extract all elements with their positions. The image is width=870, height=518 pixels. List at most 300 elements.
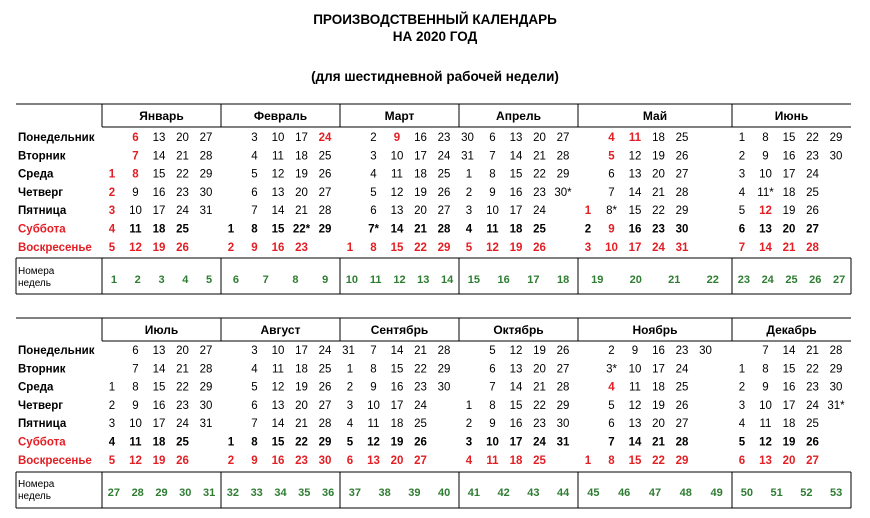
calendar-day: 26 xyxy=(556,345,570,357)
calendar-day: 4 xyxy=(251,363,258,376)
calendar-day: 5 xyxy=(108,454,116,467)
calendar-day: 19 xyxy=(509,241,523,254)
month-name: Апрель xyxy=(496,109,541,123)
calendar-day: 13 xyxy=(628,168,642,181)
calendar-day: 30 xyxy=(829,381,843,394)
calendar-day: 30 xyxy=(318,454,332,467)
calendar-day: 1 xyxy=(227,223,235,236)
calendar-day: 11 xyxy=(272,150,284,163)
calendar-day: 24 xyxy=(675,363,689,376)
week-label: Номера xyxy=(18,266,55,277)
calendar-day: 2 xyxy=(370,132,377,144)
calendar-day: 7 xyxy=(489,150,496,163)
calendar-day: 13 xyxy=(390,205,404,218)
calendar-day: 12 xyxy=(486,241,499,254)
calendar-day: 24 xyxy=(176,418,189,431)
calendar-day: 25 xyxy=(437,168,451,181)
calendar-day: 27 xyxy=(675,418,689,431)
page-subtitle: (для шестидневной рабочей недели) xyxy=(311,69,559,84)
calendar-day: 31 xyxy=(556,436,570,449)
calendar-day: 6 xyxy=(346,454,354,467)
calendar-day: 10 xyxy=(605,241,618,254)
calendar-day: 14 xyxy=(509,150,523,163)
calendar-day: 12 xyxy=(628,150,642,163)
calendar-day: 11 xyxy=(486,454,499,467)
calendar-day: 27 xyxy=(318,186,332,199)
month-name: Март xyxy=(384,109,415,123)
calendar-day: 2 xyxy=(227,454,235,467)
calendar-day: 18 xyxy=(414,168,427,181)
calendar-day: 9 xyxy=(631,345,639,357)
calendar-day: 30 xyxy=(199,186,213,199)
calendar-day: 28 xyxy=(437,345,451,357)
calendar-day: 3 xyxy=(738,399,746,412)
calendar-day: 23 xyxy=(176,399,189,412)
calendar-day: 8 xyxy=(489,399,496,412)
calendar-day: 3 xyxy=(370,150,377,163)
calendar-day: 15 xyxy=(152,381,166,394)
calendar-day: 19 xyxy=(652,150,665,163)
calendar-day: 22 xyxy=(652,454,665,467)
week-number: 10 xyxy=(345,274,359,286)
calendar-day: 8 xyxy=(489,168,496,181)
calendar-day: 30 xyxy=(461,132,474,144)
week-number: 7 xyxy=(262,274,269,286)
calendar-day: 19 xyxy=(533,345,546,357)
calendar-day: 5 xyxy=(370,186,377,199)
calendar-day: 16 xyxy=(271,454,285,467)
calendar-day: 15 xyxy=(509,399,523,412)
week-label: недель xyxy=(18,278,51,289)
calendar-day: 11 xyxy=(759,418,772,431)
week-number: 40 xyxy=(438,487,451,499)
calendar-day: 14 xyxy=(628,436,642,449)
month-name: Август xyxy=(260,323,301,337)
week-number: 24 xyxy=(761,274,774,286)
calendar-day: 13 xyxy=(759,223,772,236)
week-number: 19 xyxy=(591,274,604,286)
calendar-day: 14 xyxy=(271,418,285,431)
calendar-day: 26 xyxy=(675,150,689,163)
calendar-day: 18 xyxy=(652,381,665,394)
calendar-day: 23 xyxy=(806,150,819,163)
month-name: Июнь xyxy=(774,109,809,123)
calendar-day: 3 xyxy=(465,205,473,218)
calendar-day: 16 xyxy=(782,150,796,163)
calendar-day: 1 xyxy=(465,168,473,181)
calendar-day: 10 xyxy=(390,150,404,163)
calendar-day: 19 xyxy=(652,399,665,412)
calendar-day: 17 xyxy=(152,205,166,218)
calendar-day: 19 xyxy=(414,186,427,199)
calendar-day: 12 xyxy=(271,168,285,181)
calendar-day: 28 xyxy=(675,436,689,449)
calendar-day: 16 xyxy=(414,132,427,144)
week-number: 50 xyxy=(740,487,753,499)
calendar-day: 1 xyxy=(346,363,354,376)
calendar-day: 17 xyxy=(652,363,665,376)
calendar-day: 9 xyxy=(132,399,139,412)
calendar-day: 23 xyxy=(533,186,546,199)
calendar-day: 23 xyxy=(176,186,189,199)
calendar-day: 22 xyxy=(533,399,546,412)
calendar-day: 25 xyxy=(806,418,819,431)
week-label: недель xyxy=(18,491,51,502)
calendar-day: 11 xyxy=(129,436,142,449)
calendar-day: 4 xyxy=(346,418,354,431)
day-name-label: Среда xyxy=(18,168,54,181)
calendar-day: 22 xyxy=(414,241,427,254)
calendar-day: 31 xyxy=(199,205,213,218)
week-number: 15 xyxy=(467,274,480,286)
calendar-day: 10 xyxy=(129,205,142,218)
calendar-day: 11 xyxy=(629,381,641,394)
calendar-day: 1 xyxy=(738,132,746,144)
calendar-day: 23 xyxy=(295,454,308,467)
calendar-day: 20 xyxy=(295,399,308,412)
calendar-day: 17 xyxy=(509,205,523,218)
calendar-day: 4 xyxy=(370,168,377,181)
calendar-day: 18 xyxy=(509,223,523,236)
calendar-day: 8 xyxy=(251,223,258,236)
calendar-day: 8* xyxy=(606,205,617,218)
calendar-day: 25 xyxy=(318,150,332,163)
calendar-day: 4 xyxy=(608,132,615,144)
calendar-day: 15 xyxy=(628,454,642,467)
calendar-day: 3 xyxy=(738,168,746,181)
calendar-day: 8 xyxy=(251,436,258,449)
calendar-day: 19 xyxy=(152,241,166,254)
calendar-day: 20 xyxy=(652,168,665,181)
calendar-day: 22 xyxy=(295,436,308,449)
calendar-day: 5 xyxy=(108,241,116,254)
calendar-day: 24 xyxy=(806,168,819,181)
week-number: 21 xyxy=(668,274,681,286)
calendar-day: 15 xyxy=(390,241,404,254)
calendar-day: 29 xyxy=(556,399,570,412)
calendar-day: 29 xyxy=(829,132,843,144)
calendar-day: 3 xyxy=(108,418,116,431)
calendar-day: 6 xyxy=(608,168,615,181)
calendar-day: 29 xyxy=(675,205,689,218)
calendar-day: 15 xyxy=(152,168,166,181)
week-number: 26 xyxy=(809,274,822,286)
week-number: 16 xyxy=(497,274,510,286)
week-number: 9 xyxy=(322,274,329,286)
calendar-day: 17 xyxy=(295,132,308,144)
calendar-day: 13 xyxy=(509,363,523,376)
calendar-day: 28 xyxy=(806,241,819,254)
calendar-day: 16 xyxy=(152,399,166,412)
week-number: 53 xyxy=(830,487,843,499)
calendar-day: 16 xyxy=(390,381,404,394)
calendar-day: 15 xyxy=(271,436,285,449)
calendar-day: 12 xyxy=(390,186,404,199)
day-name-label: Пятница xyxy=(18,205,67,218)
calendar-day: 8 xyxy=(608,454,615,467)
week-number: 25 xyxy=(785,274,798,286)
calendar-day: 3 xyxy=(108,205,116,218)
calendar-day: 26 xyxy=(437,186,451,199)
calendar-day: 21 xyxy=(533,150,546,163)
calendar-day: 20 xyxy=(176,132,189,144)
calendar-day: 28 xyxy=(556,150,570,163)
calendar-day: 16 xyxy=(152,186,166,199)
week-number: 11 xyxy=(369,274,382,286)
month-name: Сентябрь xyxy=(370,323,429,337)
calendar-day: 8 xyxy=(762,132,769,144)
week-number: 30 xyxy=(179,487,192,499)
calendar-day: 27 xyxy=(437,205,451,218)
calendar-day: 21 xyxy=(414,345,427,357)
calendar-day: 22 xyxy=(806,132,819,144)
calendar-day: 24 xyxy=(176,205,189,218)
calendar-day: 19 xyxy=(295,381,308,394)
calendar-day: 17 xyxy=(414,150,427,163)
calendar-day: 30 xyxy=(437,381,451,394)
week-number: 13 xyxy=(417,274,430,286)
calendar-day: 25 xyxy=(176,436,189,449)
calendar-day: 26 xyxy=(318,168,332,181)
calendar-day: 7 xyxy=(489,381,496,394)
calendar-day: 9 xyxy=(393,132,401,144)
calendar-day: 25 xyxy=(533,454,546,467)
calendar-day: 9 xyxy=(251,241,258,254)
calendar-day: 16 xyxy=(271,241,285,254)
calendar-day: 8 xyxy=(762,363,769,376)
week-number: 23 xyxy=(737,274,751,286)
calendar-day: 24 xyxy=(414,399,427,412)
calendar-day: 11 xyxy=(486,223,499,236)
calendar-day: 22 xyxy=(806,363,819,376)
week-number: 2 xyxy=(134,274,141,286)
calendar-day: 15 xyxy=(782,363,796,376)
calendar-day: 11 xyxy=(367,418,380,431)
calendar-day: 14 xyxy=(628,186,642,199)
calendar-day: 23 xyxy=(295,241,308,254)
calendar-day: 20 xyxy=(652,418,665,431)
calendar-day: 9 xyxy=(370,381,377,394)
calendar-day: 12 xyxy=(759,436,772,449)
calendar-day: 7 xyxy=(608,436,615,449)
calendar-day: 22* xyxy=(292,223,311,236)
calendar-day: 1 xyxy=(227,436,235,449)
calendar-day: 31 xyxy=(342,345,355,357)
calendar-day: 25 xyxy=(806,186,819,199)
week-number: 22 xyxy=(706,274,719,286)
calendar-day: 14 xyxy=(509,381,523,394)
calendar-day: 6 xyxy=(132,345,139,357)
day-name-label: Воскресенье xyxy=(18,454,92,467)
week-number: 27 xyxy=(832,274,846,286)
calendar-day: 25 xyxy=(533,223,546,236)
calendar-day: 7 xyxy=(738,241,746,254)
calendar-day: 22 xyxy=(652,205,665,218)
calendar-day: 29 xyxy=(437,241,451,254)
calendar-day: 11 xyxy=(272,363,284,376)
calendar-day: 21 xyxy=(295,205,308,218)
calendar-day: 10 xyxy=(129,418,142,431)
calendar-day: 20 xyxy=(390,454,404,467)
calendar-day: 20 xyxy=(176,345,189,357)
week-number: 29 xyxy=(155,487,168,499)
week-number: 31 xyxy=(202,487,216,499)
day-name-label: Суббота xyxy=(18,436,66,449)
calendar-day: 29 xyxy=(437,363,451,376)
calendar-day: 22 xyxy=(533,168,546,181)
calendar-day: 18 xyxy=(782,186,796,199)
calendar-day: 27 xyxy=(675,168,689,181)
calendar-day: 9 xyxy=(489,418,496,431)
calendar-day: 27 xyxy=(199,345,213,357)
calendar-day: 24 xyxy=(533,205,546,218)
calendar-day: 25 xyxy=(675,132,689,144)
calendar-day: 28 xyxy=(556,381,570,394)
calendar-day: 28 xyxy=(675,186,689,199)
calendar-day: 16 xyxy=(509,418,523,431)
calendar-day: 6 xyxy=(132,132,139,144)
calendar-day: 16 xyxy=(782,381,796,394)
calendar-day: 10 xyxy=(628,363,642,376)
calendar-day: 14 xyxy=(782,345,796,357)
calendar-day: 11* xyxy=(757,186,774,199)
calendar-day: 18 xyxy=(782,418,796,431)
week-label: Номера xyxy=(18,479,55,490)
calendar-day: 5 xyxy=(608,150,615,163)
calendar-day: 27 xyxy=(806,454,819,467)
calendar-day: 24 xyxy=(533,436,546,449)
calendar-day: 21 xyxy=(414,223,427,236)
calendar-day: 5 xyxy=(738,205,746,218)
calendar-day: 14 xyxy=(271,205,285,218)
calendar-day: 1 xyxy=(738,363,746,376)
calendar-day: 23 xyxy=(437,132,451,144)
week-number: 33 xyxy=(250,487,263,499)
calendar-day: 26 xyxy=(675,399,689,412)
day-name-label: Пятница xyxy=(18,418,67,431)
calendar-day: 11 xyxy=(628,132,642,144)
calendar-day: 24 xyxy=(806,399,819,412)
calendar-day: 26 xyxy=(806,205,819,218)
week-number: 42 xyxy=(497,487,510,499)
calendar-day: 21 xyxy=(533,381,546,394)
week-number: 4 xyxy=(182,274,189,286)
calendar-day: 26 xyxy=(176,241,189,254)
calendar-day: 6 xyxy=(738,223,746,236)
day-name-label: Понедельник xyxy=(18,345,95,357)
calendar-day: 18 xyxy=(390,418,404,431)
calendar-day: 12 xyxy=(759,205,772,218)
calendar-day: 10 xyxy=(486,436,499,449)
calendar-day: 2 xyxy=(738,381,746,394)
week-number: 12 xyxy=(393,274,406,286)
calendar-day: 20 xyxy=(782,223,796,236)
day-name-label: Среда xyxy=(18,381,54,394)
calendar-day: 9 xyxy=(608,223,615,236)
calendar-day: 4 xyxy=(108,436,116,449)
calendar-day: 21 xyxy=(176,363,189,376)
calendar-day: 31 xyxy=(199,418,213,431)
calendar-day: 2 xyxy=(108,399,116,412)
calendar-day: 12 xyxy=(628,399,642,412)
calendar-day: 3 xyxy=(346,399,354,412)
calendar-day: 1 xyxy=(108,381,116,394)
calendar-day: 20 xyxy=(533,363,546,376)
calendar-day: 21 xyxy=(782,241,796,254)
calendar-day: 26 xyxy=(533,241,546,254)
calendar-day: 24 xyxy=(437,150,451,163)
week-number: 41 xyxy=(467,487,480,499)
week-number: 39 xyxy=(408,487,421,499)
calendar-day: 11 xyxy=(391,168,403,181)
calendar-day: 5 xyxy=(465,241,473,254)
calendar-day: 18 xyxy=(652,132,665,144)
calendar-day: 31 xyxy=(461,150,474,163)
calendar-day: 5 xyxy=(251,381,258,394)
calendar-day: 28 xyxy=(437,223,451,236)
calendar-day: 16 xyxy=(509,186,523,199)
calendar-day: 13 xyxy=(759,454,772,467)
calendar-day: 28 xyxy=(318,205,332,218)
calendar-day: 17 xyxy=(782,399,796,412)
week-number: 52 xyxy=(800,487,813,499)
calendar-day: 7 xyxy=(251,205,258,218)
week-number: 35 xyxy=(298,487,311,499)
calendar-day: 22 xyxy=(414,363,427,376)
month-name: Октябрь xyxy=(493,323,544,337)
calendar-day: 6 xyxy=(251,399,258,412)
calendar-day: 17 xyxy=(782,168,796,181)
week-number: 36 xyxy=(321,487,335,499)
calendar-day: 5 xyxy=(251,168,258,181)
calendar-day: 1 xyxy=(465,399,473,412)
calendar-day: 25 xyxy=(675,381,689,394)
week-number: 6 xyxy=(232,274,239,286)
week-number: 14 xyxy=(440,274,454,286)
calendar-day: 29 xyxy=(675,454,689,467)
calendar-day: 12 xyxy=(367,436,380,449)
week-number: 32 xyxy=(226,487,240,499)
calendar-day: 29 xyxy=(318,436,332,449)
calendar-day: 27 xyxy=(556,363,570,376)
week-number: 1 xyxy=(110,274,117,286)
calendar-day: 17 xyxy=(152,418,166,431)
calendar-day: 6 xyxy=(370,205,377,218)
calendar-day: 2 xyxy=(227,241,235,254)
calendar-day: 29 xyxy=(318,223,332,236)
calendar-day: 14 xyxy=(390,345,404,357)
calendar-day: 23 xyxy=(806,381,819,394)
week-number: 3 xyxy=(158,274,165,286)
calendar-day: 16 xyxy=(652,345,665,357)
calendar-day: 9 xyxy=(762,150,769,163)
calendar-day: 10 xyxy=(759,168,772,181)
calendar-day: 2 xyxy=(465,418,473,431)
calendar-day: 9 xyxy=(762,381,769,394)
week-number: 47 xyxy=(648,487,662,499)
calendar-day: 4 xyxy=(465,223,473,236)
calendar-day: 9 xyxy=(489,186,496,199)
calendar-day: 10 xyxy=(271,132,285,144)
calendar-day: 26 xyxy=(414,436,427,449)
calendar-day: 3 xyxy=(584,241,592,254)
calendar-day: 2 xyxy=(608,345,615,357)
calendar-day: 26 xyxy=(806,436,819,449)
week-number: 38 xyxy=(378,487,391,499)
calendar-day: 21 xyxy=(806,345,819,357)
calendar-day: 4 xyxy=(738,418,746,431)
calendar-day: 6 xyxy=(738,454,746,467)
